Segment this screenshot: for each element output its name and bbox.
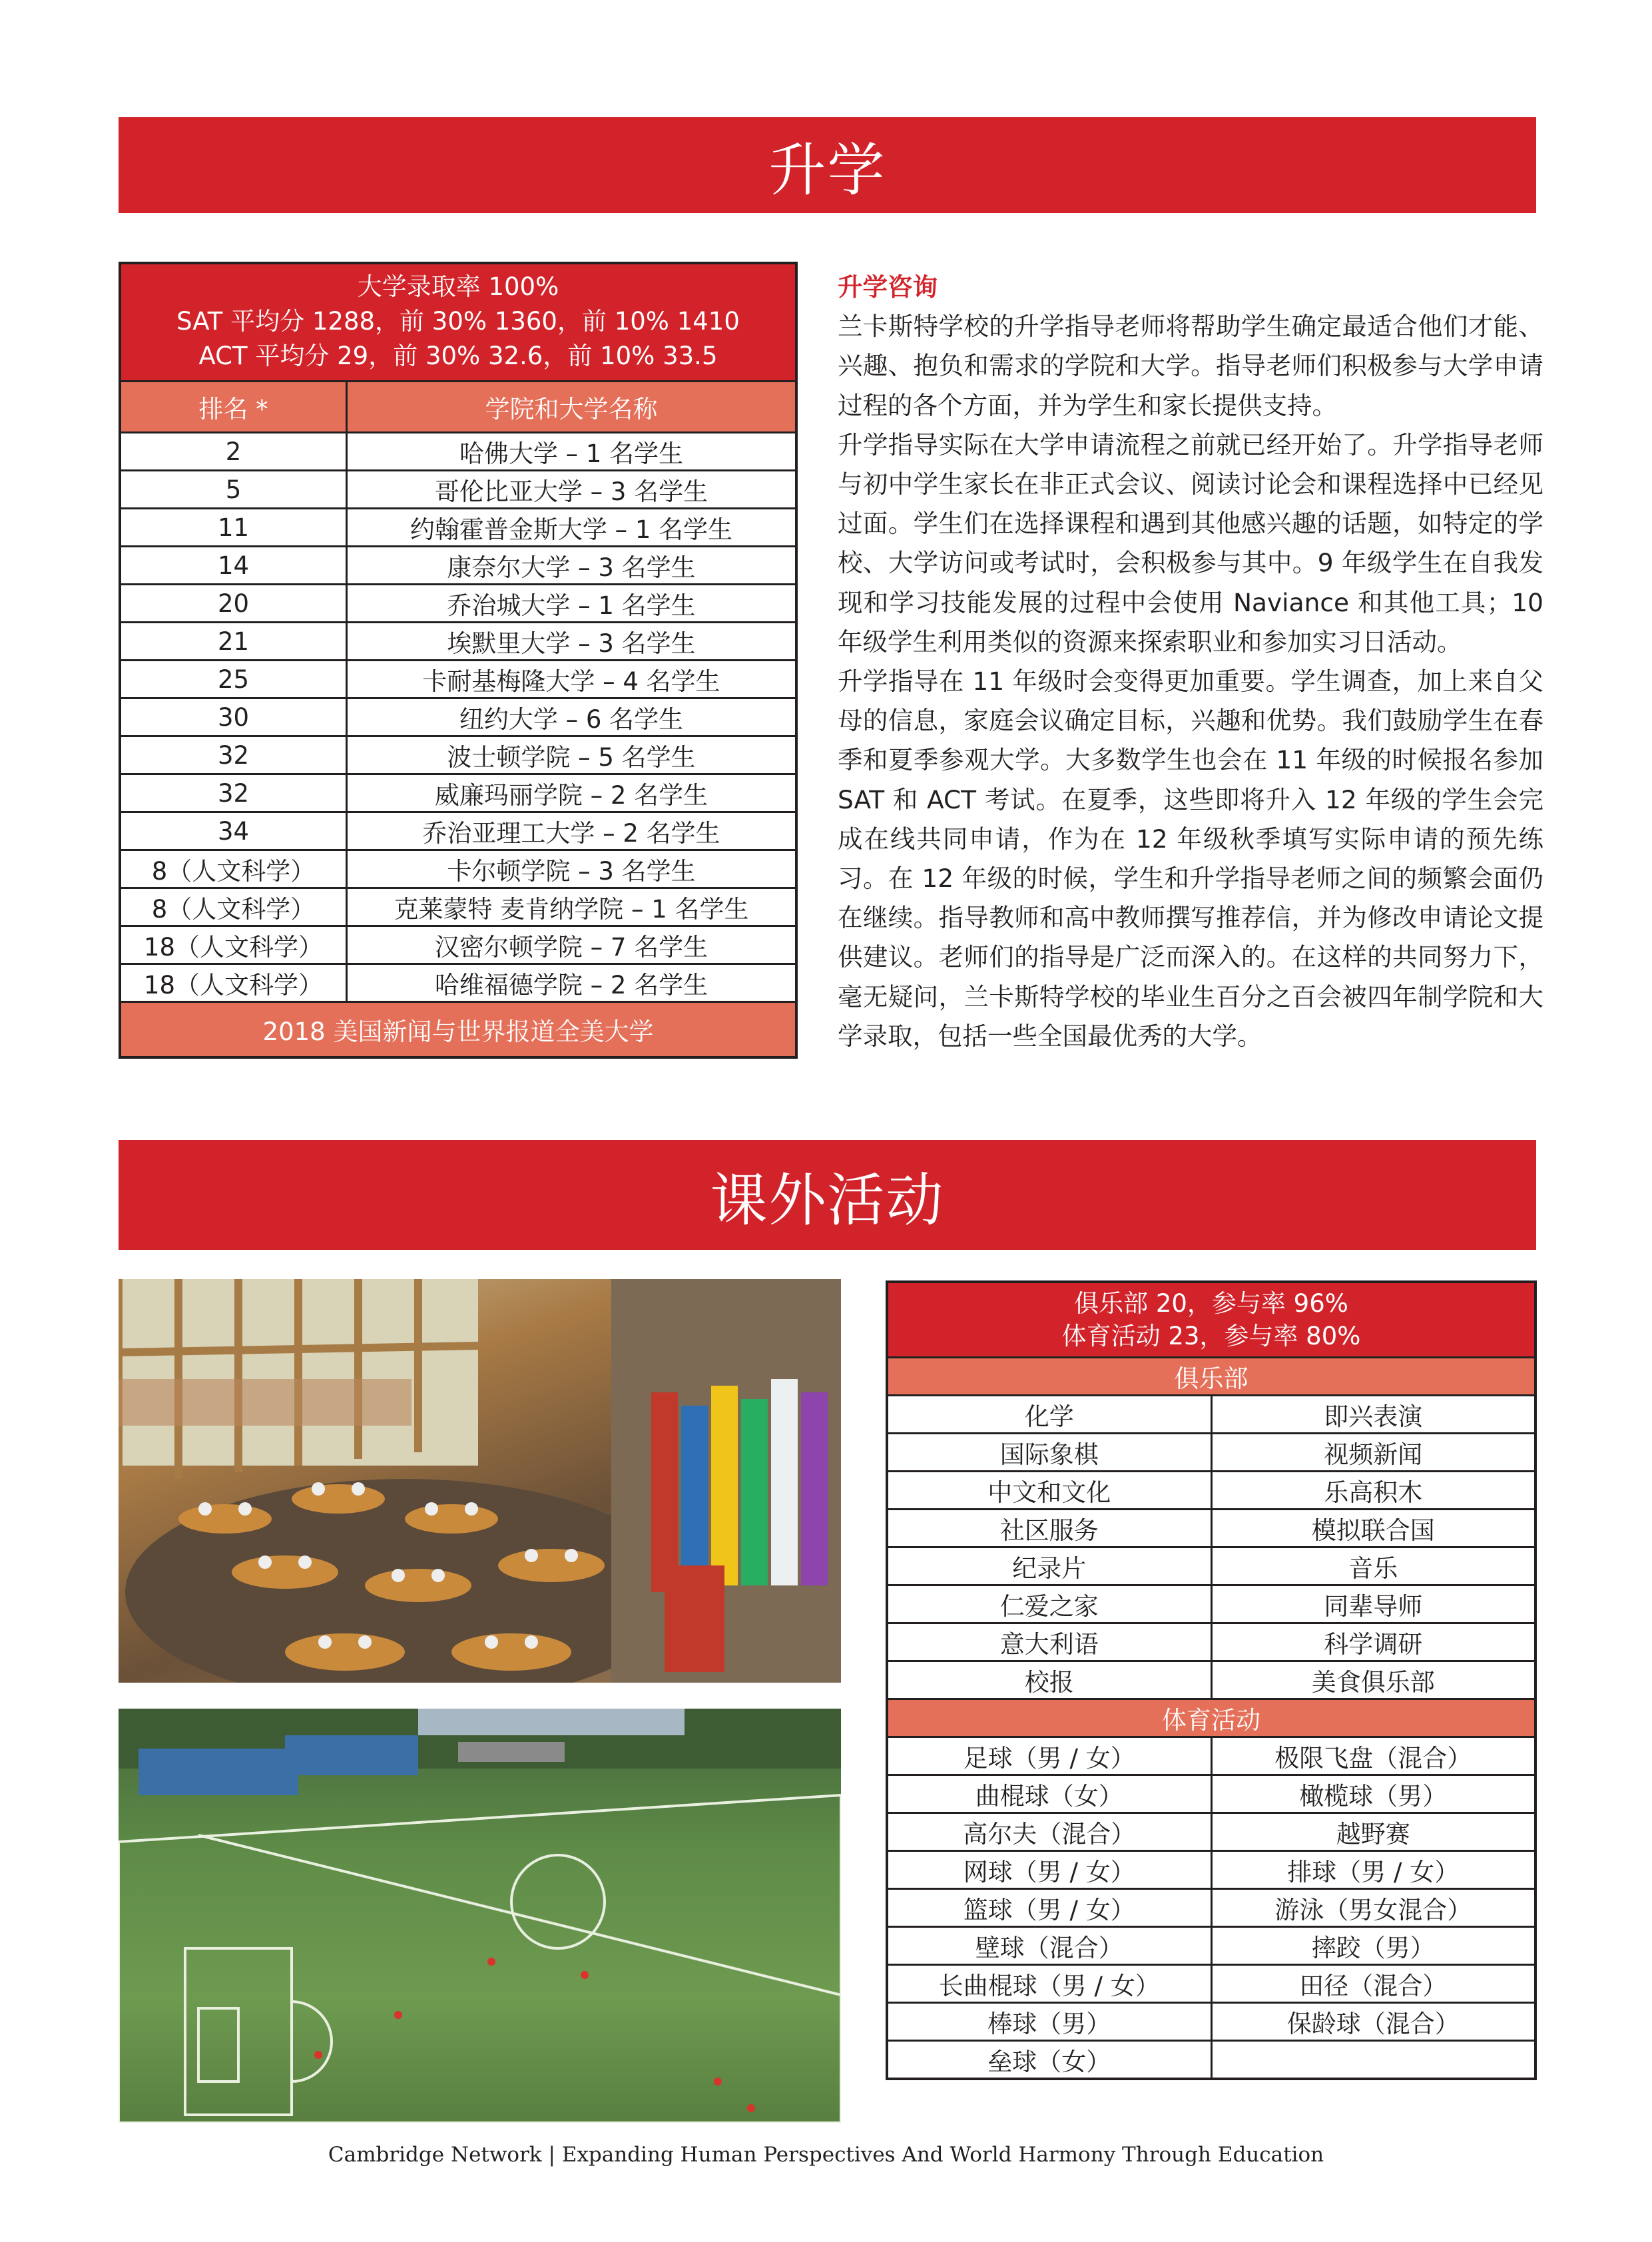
- rank-cell: 18（人文科学）: [120, 964, 347, 1002]
- rank-cell: 11: [120, 509, 347, 547]
- college-ranking-table: [119, 262, 798, 1059]
- club-cell: 即兴表演: [1211, 1396, 1535, 1434]
- sport-cell: 网球（男 / 女）: [887, 1851, 1211, 1889]
- table-footer-row: [120, 1002, 796, 1058]
- sport-cell: 壁球（混合）: [887, 1927, 1211, 1965]
- sport-cell: 橄榄球（男）: [1211, 1775, 1535, 1813]
- article-paragraph: 兰卡斯特学校的升学指导老师将帮助学生确定最适合他们才能、兴趣、抱负和需求的学院和大学。指导老师们积极参与大学申请过程的各个方面，并为学生和家长提供支持。: [838, 312, 1543, 420]
- college-name-cell: 约翰霍普金斯大学 – 1 名学生: [347, 509, 797, 547]
- table-row: [120, 547, 796, 585]
- sport-cell: 篮球（男 / 女）: [887, 1889, 1211, 1927]
- table-row: [887, 1775, 1535, 1813]
- table-row: [887, 1851, 1535, 1889]
- table-row: [887, 1813, 1535, 1851]
- footer-text: Cambridge Network | Expanding Human Perspectives And World Harmony Through Education: [328, 2143, 1324, 2167]
- activities-table: [886, 1280, 1537, 2080]
- column-header-row: [120, 382, 796, 433]
- activity-stat-line: 俱乐部 20，参与率 96%: [1074, 1289, 1348, 1318]
- sport-cell: 极限飞盘（混合）: [1211, 1737, 1535, 1775]
- table-row: [887, 1396, 1535, 1434]
- table-row: [887, 1585, 1535, 1623]
- activity-stats: [887, 1282, 1535, 1358]
- club-cell: 美食俱乐部: [1211, 1661, 1535, 1699]
- column-header-rank: 排名 *: [120, 382, 347, 433]
- club-cell: 视频新闻: [1211, 1434, 1535, 1472]
- section-banner-college: [119, 117, 1536, 213]
- rank-cell: 14: [120, 547, 347, 585]
- section-title: 升学: [768, 137, 886, 204]
- table-row: [120, 661, 796, 699]
- admission-stat-line: ACT 平均分 29，前 30% 32.6，前 10% 33.5: [198, 342, 718, 370]
- club-cell: 意大利语: [887, 1623, 1211, 1661]
- college-name-cell: 波士顿学院 – 5 名学生: [347, 736, 797, 774]
- table-row: [887, 1927, 1535, 1965]
- table-row: [887, 1623, 1535, 1661]
- sport-cell: 摔跤（男）: [1211, 1927, 1535, 1965]
- section-banner-activities: [119, 1140, 1536, 1250]
- page-footer: [0, 2143, 1652, 2167]
- college-name-cell: 卡耐基梅隆大学 – 4 名学生: [347, 661, 797, 699]
- table-row: [120, 736, 796, 774]
- sport-cell: 长曲棍球（男 / 女）: [887, 1965, 1211, 2003]
- sport-cell: 保龄球（混合）: [1211, 2003, 1535, 2041]
- ranking-source: 2018 美国新闻与世界报道全美大学: [120, 1002, 796, 1058]
- admission-stat-line: 大学录取率 100%: [357, 272, 559, 301]
- club-cell: 同辈导师: [1211, 1585, 1535, 1623]
- club-cell: 模拟联合国: [1211, 1510, 1535, 1547]
- sport-cell: 越野赛: [1211, 1813, 1535, 1851]
- table-row: [887, 2003, 1535, 2041]
- sports-field-photo: [119, 1709, 841, 2123]
- rank-cell: 18（人文科学）: [120, 926, 347, 964]
- table-row: [887, 2041, 1535, 2080]
- sport-cell: 垒球（女）: [887, 2041, 1211, 2080]
- college-name-cell: 威廉玛丽学院 – 2 名学生: [347, 774, 797, 812]
- club-cell: 国际象棋: [887, 1434, 1211, 1472]
- article-paragraph: 升学指导在 11 年级时会变得更加重要。学生调查，加上来自父母的信息，家庭会议确定目标，兴趣和优势。我们鼓励学生在春季和夏季参观大学。大多数学生也会在 11 年级的时候报名参加 SAT 和 ACT 考试。在夏季，这些即将升入 12 年级的学生会完成在线共同申请，作为在 12 年级秋季填写实际申请的预先练习。在 12 年级的时候，学生和升学指导老师之间的频繁会面仍在继续。指导教师和高中教师撰写推荐信，并为修改申请论文提供建议。老师们的指导是广泛而深入的。在这样的共同努力下，毫无疑问，兰卡斯特学校的毕业生百分之百会被四年制学院和大学录取，包括一些全国最优秀的大学。: [838, 667, 1543, 1051]
- rank-cell: 32: [120, 736, 347, 774]
- club-cell: 中文和文化: [887, 1472, 1211, 1510]
- table-row: [120, 850, 796, 888]
- table-row: [120, 964, 796, 1002]
- club-cell: 社区服务: [887, 1510, 1211, 1547]
- college-name-cell: 纽约大学 – 6 名学生: [347, 699, 797, 736]
- club-cell: 音乐: [1211, 1547, 1535, 1585]
- clubs-subheader-row: [887, 1358, 1535, 1396]
- table-row: [120, 812, 796, 850]
- table-row: [887, 1510, 1535, 1547]
- club-cell: 纪录片: [887, 1547, 1211, 1585]
- table-row: [120, 433, 796, 471]
- rank-cell: 21: [120, 623, 347, 661]
- sport-cell: 曲棍球（女）: [887, 1775, 1211, 1813]
- table-row: [887, 1965, 1535, 2003]
- sport-cell: 田径（混合）: [1211, 1965, 1535, 2003]
- table-row: [887, 1547, 1535, 1585]
- table-row: [120, 623, 796, 661]
- rank-cell: 8（人文科学）: [120, 888, 347, 926]
- table-row: [887, 1661, 1535, 1699]
- table-row: [887, 1889, 1535, 1927]
- rank-cell: 30: [120, 699, 347, 736]
- sports-subheader-row: [887, 1699, 1535, 1737]
- sport-cell: 足球（男 / 女）: [887, 1737, 1211, 1775]
- college-name-cell: 哈佛大学 – 1 名学生: [347, 433, 797, 471]
- table-row: [887, 1472, 1535, 1510]
- rank-cell: 34: [120, 812, 347, 850]
- table-row: [120, 585, 796, 623]
- club-cell: 科学调研: [1211, 1623, 1535, 1661]
- table-row: [120, 699, 796, 736]
- table-header-row: [120, 263, 796, 382]
- college-name-cell: 卡尔顿学院 – 3 名学生: [347, 850, 797, 888]
- sports-subheader: 体育活动: [887, 1699, 1535, 1737]
- table-row: [120, 926, 796, 964]
- admission-stats: [120, 263, 796, 382]
- college-name-cell: 哥伦比亚大学 – 3 名学生: [347, 471, 797, 509]
- college-name-cell: 汉密尔顿学院 – 7 名学生: [347, 926, 797, 964]
- article-paragraph: 升学指导实际在大学申请流程之前就已经开始了。升学指导老师与初中学生家长在非正式会议、阅读讨论会和课程选择中已经见过面。学生们在选择课程和遇到其他感兴趣的话题，如特定的学校、大学访问或考试时，会积极参与其中。9 年级学生在自我发现和学习技能发展的过程中会使用 Naviance 和其他工具；10 年级学生利用类似的资源来探索职业和参加实习日活动。: [838, 429, 1543, 657]
- rank-cell: 2: [120, 433, 347, 471]
- table-row: [887, 1434, 1535, 1472]
- rank-cell: 8（人文科学）: [120, 850, 347, 888]
- table-row: [120, 888, 796, 926]
- college-name-cell: 乔治城大学 – 1 名学生: [347, 585, 797, 623]
- college-name-cell: 克莱蒙特 麦肯纳学院 – 1 名学生: [347, 888, 797, 926]
- club-cell: 仁爱之家: [887, 1585, 1211, 1623]
- column-header-name: 学院和大学名称: [347, 382, 797, 433]
- college-name-cell: 康奈尔大学 – 3 名学生: [347, 547, 797, 585]
- sport-cell: 排球（男 / 女）: [1211, 1851, 1535, 1889]
- article-heading: 升学咨询: [838, 272, 938, 302]
- rank-cell: 5: [120, 471, 347, 509]
- college-name-cell: 哈维福德学院 – 2 名学生: [347, 964, 797, 1002]
- sport-cell: [1211, 2041, 1535, 2080]
- college-counseling-article: [838, 268, 1543, 1056]
- rank-cell: 25: [120, 661, 347, 699]
- table-row: [887, 1737, 1535, 1775]
- dining-hall-photo: [119, 1279, 841, 1683]
- rank-cell: 20: [120, 585, 347, 623]
- sport-cell: 棒球（男）: [887, 2003, 1211, 2041]
- sport-cell: 游泳（男女混合）: [1211, 1889, 1535, 1927]
- sport-cell: 高尔夫（混合）: [887, 1813, 1211, 1851]
- table-header-row: [887, 1282, 1535, 1358]
- college-name-cell: 乔治亚理工大学 – 2 名学生: [347, 812, 797, 850]
- table-row: [120, 509, 796, 547]
- activity-stat-line: 体育活动 23，参与率 80%: [1061, 1322, 1361, 1350]
- club-cell: 乐高积木: [1211, 1472, 1535, 1510]
- table-row: [120, 774, 796, 812]
- section-title: 课外活动: [710, 1167, 945, 1234]
- college-name-cell: 埃默里大学 – 3 名学生: [347, 623, 797, 661]
- clubs-subheader: 俱乐部: [887, 1358, 1535, 1396]
- club-cell: 校报: [887, 1661, 1211, 1699]
- club-cell: 化学: [887, 1396, 1211, 1434]
- admission-stat-line: SAT 平均分 1288，前 30% 1360，前 10% 1410: [176, 307, 740, 336]
- table-row: [120, 471, 796, 509]
- rank-cell: 32: [120, 774, 347, 812]
